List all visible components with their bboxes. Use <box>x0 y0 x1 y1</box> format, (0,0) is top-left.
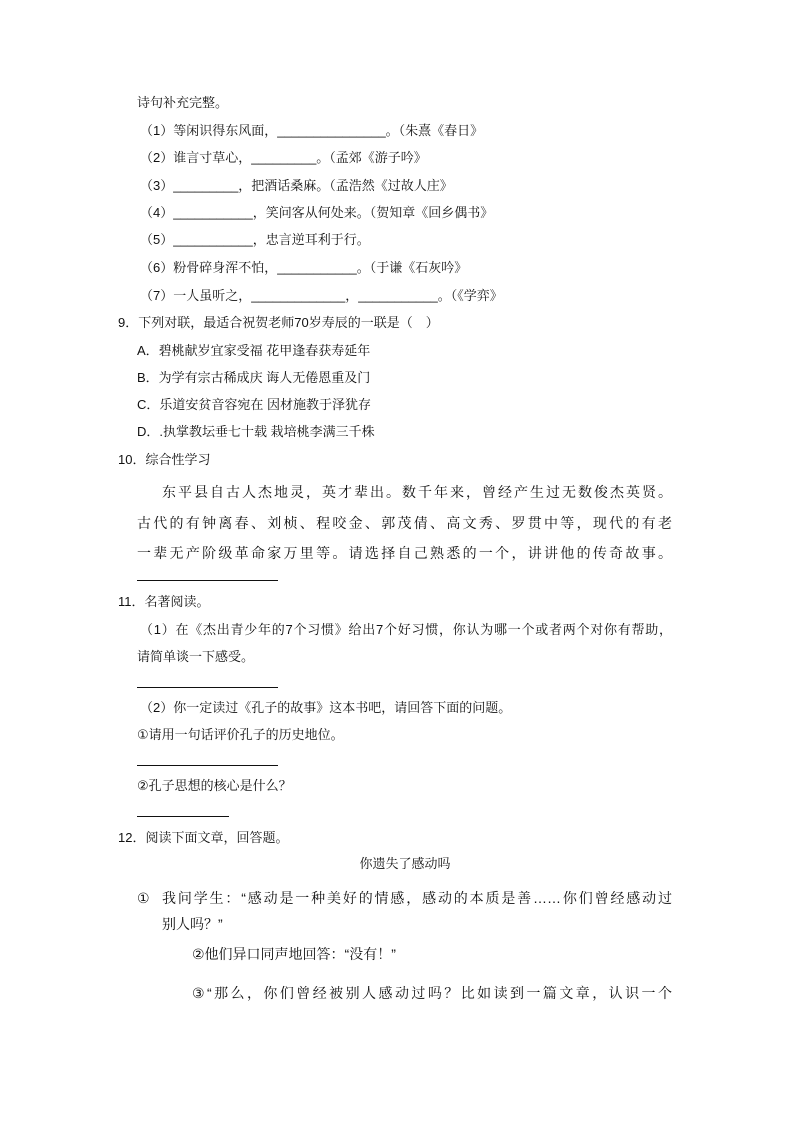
poem-item-1: （1）等闲识得东风面，_______________。（朱熹《春日》 <box>140 123 484 138</box>
poem-item-4: （4）___________，笑问客从何处来。（贺知章《回乡偶书》 <box>140 205 494 220</box>
question-11-part1-line-2: 请简单谈一下感受。 <box>137 649 255 664</box>
question-10-passage-line-2: 古代的有钟离春、刘桢、程咬金、郭茂倩、高文秀、罗贯中等，现代的有老 <box>137 515 672 531</box>
question-11-title: 11．名著阅读。 <box>118 594 210 609</box>
question-10-title: 10．综合性学习 <box>118 452 211 467</box>
question-9-option-c: C．乐道安贫音容宛在 因材施教于泽犹存 <box>137 397 372 412</box>
answer-line <box>137 687 278 688</box>
poem-item-7: （7）一人虽听之，_____________，___________。（《学弈》 <box>140 288 503 303</box>
poem-item-3: （3）_________，把酒话桑麻。（孟浩然《过故人庄》 <box>140 178 453 193</box>
question-11-part2: （2）你一定读过《孔子的故事》这本书吧，请回答下面的问题。 <box>140 700 512 715</box>
question-12-title: 12．阅读下面文章，回答题。 <box>118 830 289 845</box>
question-9-option-d: D．.执掌教坛垂七十载 栽培桃李满三千株 <box>137 424 375 439</box>
question-9-option-b: B．为学有宗古稀成庆 诲人无倦恩重及门 <box>137 370 371 385</box>
poem-intro: 诗句补充完整。 <box>137 95 229 110</box>
article-title: 你遗失了感动吗 <box>359 856 451 871</box>
poem-item-2: （2）谁言寸草心，_________。（孟郊《游子吟》 <box>140 150 427 165</box>
answer-line <box>137 816 229 817</box>
paragraph-3: ③“那么，你们曾经被别人感动过吗？比如读到一篇文章，认识一个 <box>192 985 672 1001</box>
paragraph-1-line-1: 我问学生：“感动是一种美好的情感，感动的本质是善……你们曾经感动过 <box>162 890 672 906</box>
poem-item-5: （5）___________，忠言逆耳利于行。 <box>140 232 370 247</box>
question-10-passage-line-1: 东平县自古人杰地灵，英才辈出。数千年来，曾经产生过无数俊杰英贤。 <box>162 484 672 500</box>
answer-line <box>137 765 278 766</box>
poem-item-6: （6）粉骨碎身浑不怕，___________。（于谦《石灰吟》 <box>140 260 468 275</box>
question-11-sub2: ②孔子思想的核心是什么？ <box>137 778 292 793</box>
answer-line <box>137 580 278 581</box>
question-11-sub1: ①请用一句话评价孔子的历史地位。 <box>137 727 344 742</box>
question-11-part1-line-1: （1）在《杰出青少年的7个习惯》给出7个好习惯，你认为哪一个或者两个对你有帮助， <box>140 622 672 637</box>
paragraph-1-line-2: 别人吗？” <box>162 916 223 932</box>
question-10-passage-line-3: 一辈无产阶级革命家万里等。请选择自己熟悉的一个，讲讲他的传奇故事。 <box>137 545 672 561</box>
question-9-option-a: A．碧桃献岁宜家受福 花甲逢春获寿延年 <box>137 343 371 358</box>
question-9-stem: 9．下列对联，最适合祝贺老师70岁寿辰的一联是（ ） <box>118 315 439 330</box>
paragraph-1-marker: ① <box>137 890 150 906</box>
paragraph-2: ②他们异口同声地回答：“没有！” <box>192 946 396 962</box>
